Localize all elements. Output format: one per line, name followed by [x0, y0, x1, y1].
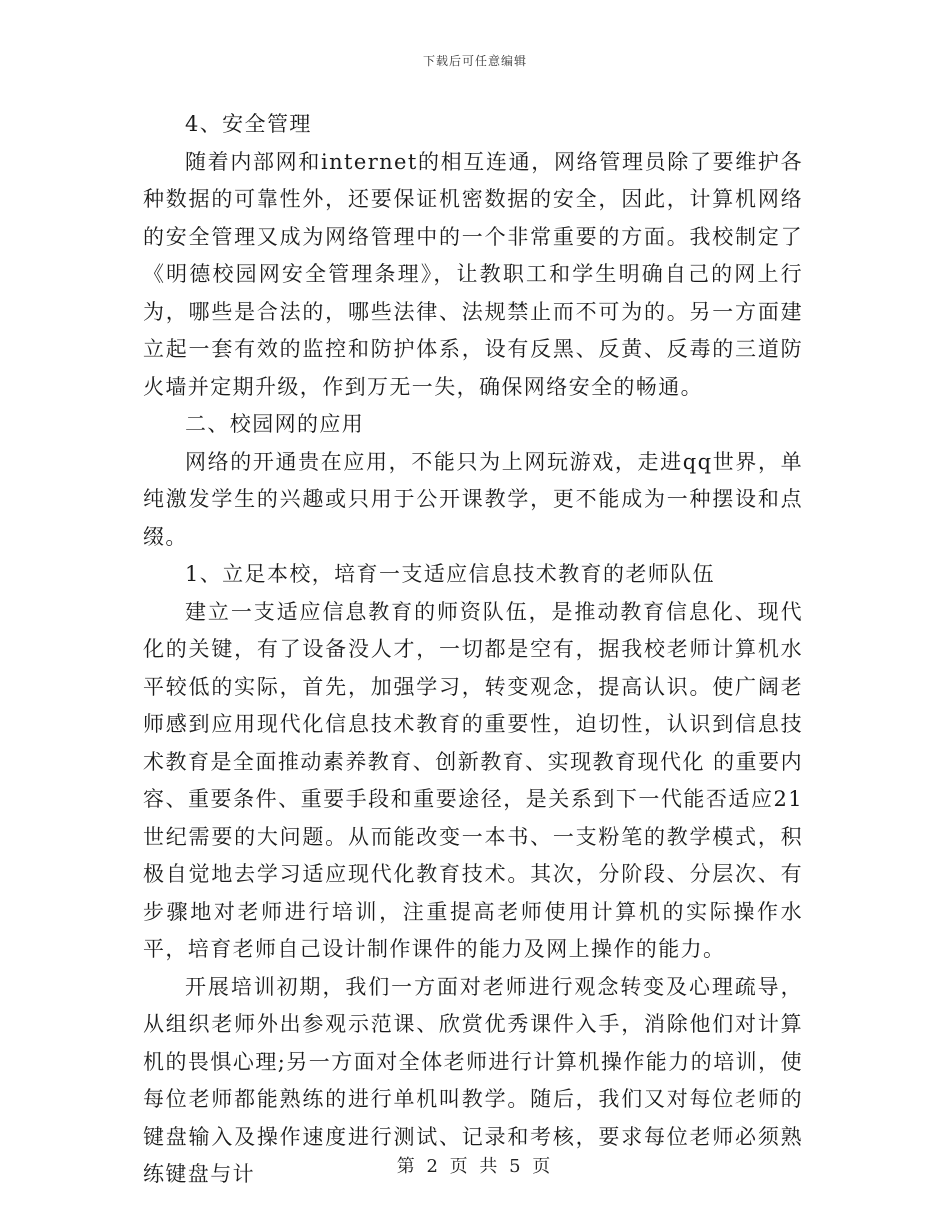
- page-number: 第 2 页 共 5 页: [396, 1156, 554, 1177]
- document-body: [143, 106, 803, 1194]
- section-heading-security: 4、安全管理: [185, 112, 312, 136]
- page-header-note: 下载后可任意编辑: [422, 54, 527, 68]
- paragraph-application-intro: 网络的开通贵在应用，不能只为上网玩游戏，走进qq世界，单纯激发学生的兴趣或只用于公开课教学，更不能成为一种摆设和点缀。: [143, 449, 803, 549]
- paragraph-security: 随着内部网和internet的相互连通，网络管理员除了要维护各种数据的可靠性外，还要保证机密数据的安全，因此，计算机网络的安全管理又成为网络管理中的一个非常重要的方面。我校制定了《明德校园网安全管理条理》，让教职工和学生明确自己的网上行为，哪些是合法的，哪些法律、法规禁止而不可为的。另一方面建立起一套有效的监控和防护体系，设有反黑、反黄、反毒的三道防火墙并定期升级，作到万无一失，确保网络安全的畅通。: [143, 149, 803, 399]
- paragraph-teacher-team: 建立一支适应信息教育的师资队伍，是推动教育信息化、现代化的关键，有了设备没人才，一切都是空有，据我校老师计算机水平较低的实际，首先，加强学习，转变观念，提高认识。使广阔老师感到应用现代化信息技术教育的重要性，迫切性，认识到信息技术教育是全面推动素养教育、创新教育、实现教育现代化 的重要内容、重要条件、重要手段和重要途径，是关系到下一代能否适应21世纪需要的大问题。从而能改变一本书、一支粉笔的教学模式，积极自觉地去学习适应现代化教育技术。其次，分阶段、分层次、有步骤地对老师进行培训，注重提高老师使用计算机的实际操作水平，培育老师自己设计制作课件的能力及网上操作的能力。: [143, 599, 803, 961]
- paragraph-training: 开展培训初期，我们一方面对老师进行观念转变及心理疏导，从组织老师外出参观示范课、欣赏优秀课件入手，消除他们对计算机的畏惧心理;另一方面对全体老师进行计算机操作能力的培训，使每位老师都能熟练的进行单机叫教学。随后，我们又对每位老师的键盘输入及操作速度进行测试、记录和考核，要求每位老师必须熟练键盘与计: [143, 974, 803, 1186]
- section-heading-application: 二、校园网的应用: [185, 412, 365, 436]
- subsection-heading-teacher-team: 1、立足本校，培育一支适应信息技术教育的老师队伍: [185, 562, 715, 586]
